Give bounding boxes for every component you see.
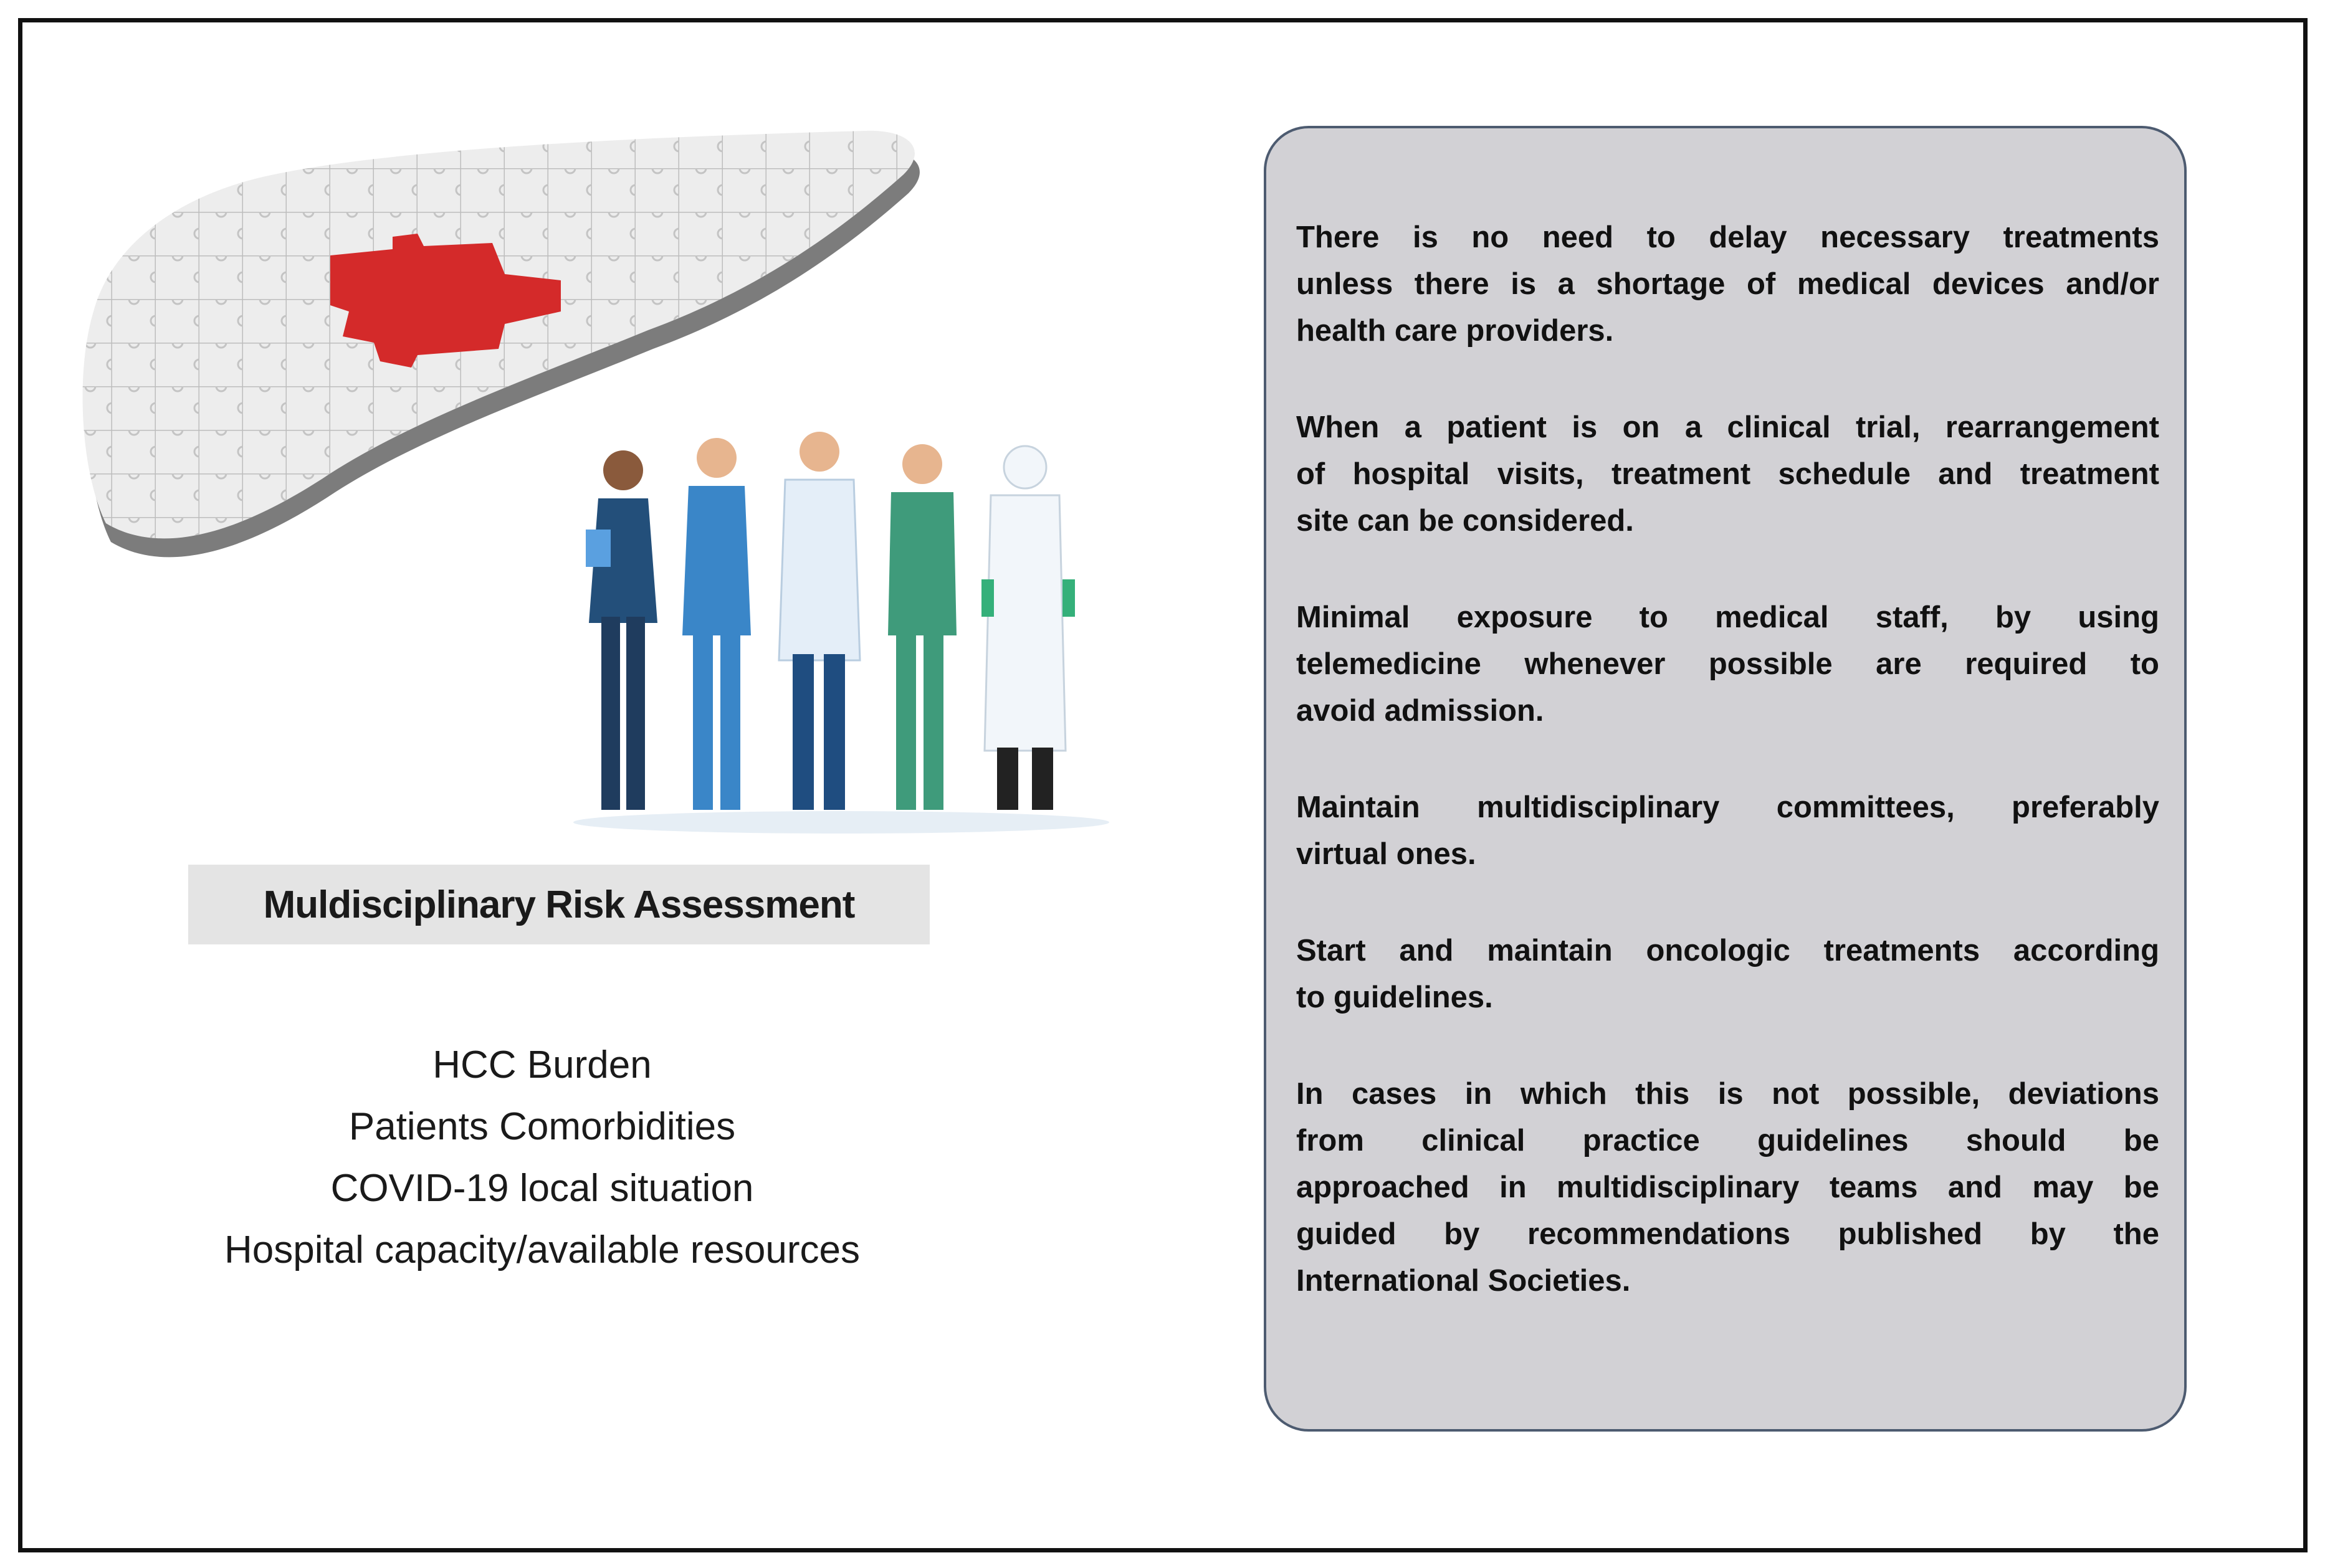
risk-factor: COVID-19 local situation (330, 1167, 754, 1210)
recommendation-line: When a patient is on a clinical trial, rearrangement (1296, 411, 2159, 444)
ppe-figure (981, 446, 1075, 810)
recommendation-line: International Societies. (1296, 1264, 1631, 1298)
recommendation-line: Maintain multidisciplinary committees, preferably (1296, 791, 2159, 824)
recommendation-paragraph (1296, 214, 2159, 354)
recommendation-line: virtual ones. (1296, 837, 1476, 871)
recommendation-line: telemedicine whenever possible are required to (1296, 647, 2159, 681)
recommendation-paragraph (1296, 928, 2159, 1021)
recommendation-line: Minimal exposure to medical staff, by using (1296, 601, 2159, 634)
recommendation-paragraph (1296, 784, 2159, 878)
risk-factor: HCC Burden (432, 1043, 652, 1086)
recommendation-line: health care providers. (1296, 314, 1614, 348)
recommendation-line: There is no need to delay necessary treatments (1296, 221, 2159, 254)
recommendation-line: site can be considered. (1296, 504, 1634, 538)
nurse-figure (586, 450, 657, 810)
recommendation-line: guided by recommendations published by the (1296, 1217, 2159, 1251)
recommendation-line: of hospital visits, treatment schedule and treatment (1296, 457, 2159, 491)
recommendation-paragraph (1296, 594, 2159, 734)
recommendation-line: approached in multidisciplinary teams and may be (1296, 1171, 2159, 1204)
recommendation-line: In cases in which this is not possible, deviations (1296, 1077, 2159, 1111)
recommendation-line: avoid admission. (1296, 694, 1544, 728)
recommendation-line: to guidelines. (1296, 981, 1493, 1014)
risk-factors-list (125, 1034, 960, 1281)
surgeon-figure (888, 444, 957, 810)
recommendation-paragraph (1296, 404, 2159, 544)
risk-factor: Hospital capacity/available resources (224, 1228, 861, 1271)
doctor-scrubs-figure (682, 438, 751, 810)
recommendation-line: unless there is a shortage of medical devices and/or (1296, 267, 2159, 301)
doctor-coat-figure (779, 432, 860, 810)
recommendation-line: Start and maintain oncologic treatments according (1296, 934, 2159, 967)
recommendations-text (1296, 214, 2159, 1354)
risk-factor: Patients Comorbidities (348, 1105, 736, 1148)
risk-assessment-title-box (188, 865, 930, 944)
medical-staff-illustration (561, 424, 1122, 835)
recommendations-box (1264, 126, 2187, 1432)
recommendation-line: from clinical practice guidelines should be (1296, 1124, 2159, 1157)
risk-assessment-title: Muldisciplinary Risk Assessment (263, 883, 855, 926)
recommendation-paragraph (1296, 1071, 2159, 1304)
